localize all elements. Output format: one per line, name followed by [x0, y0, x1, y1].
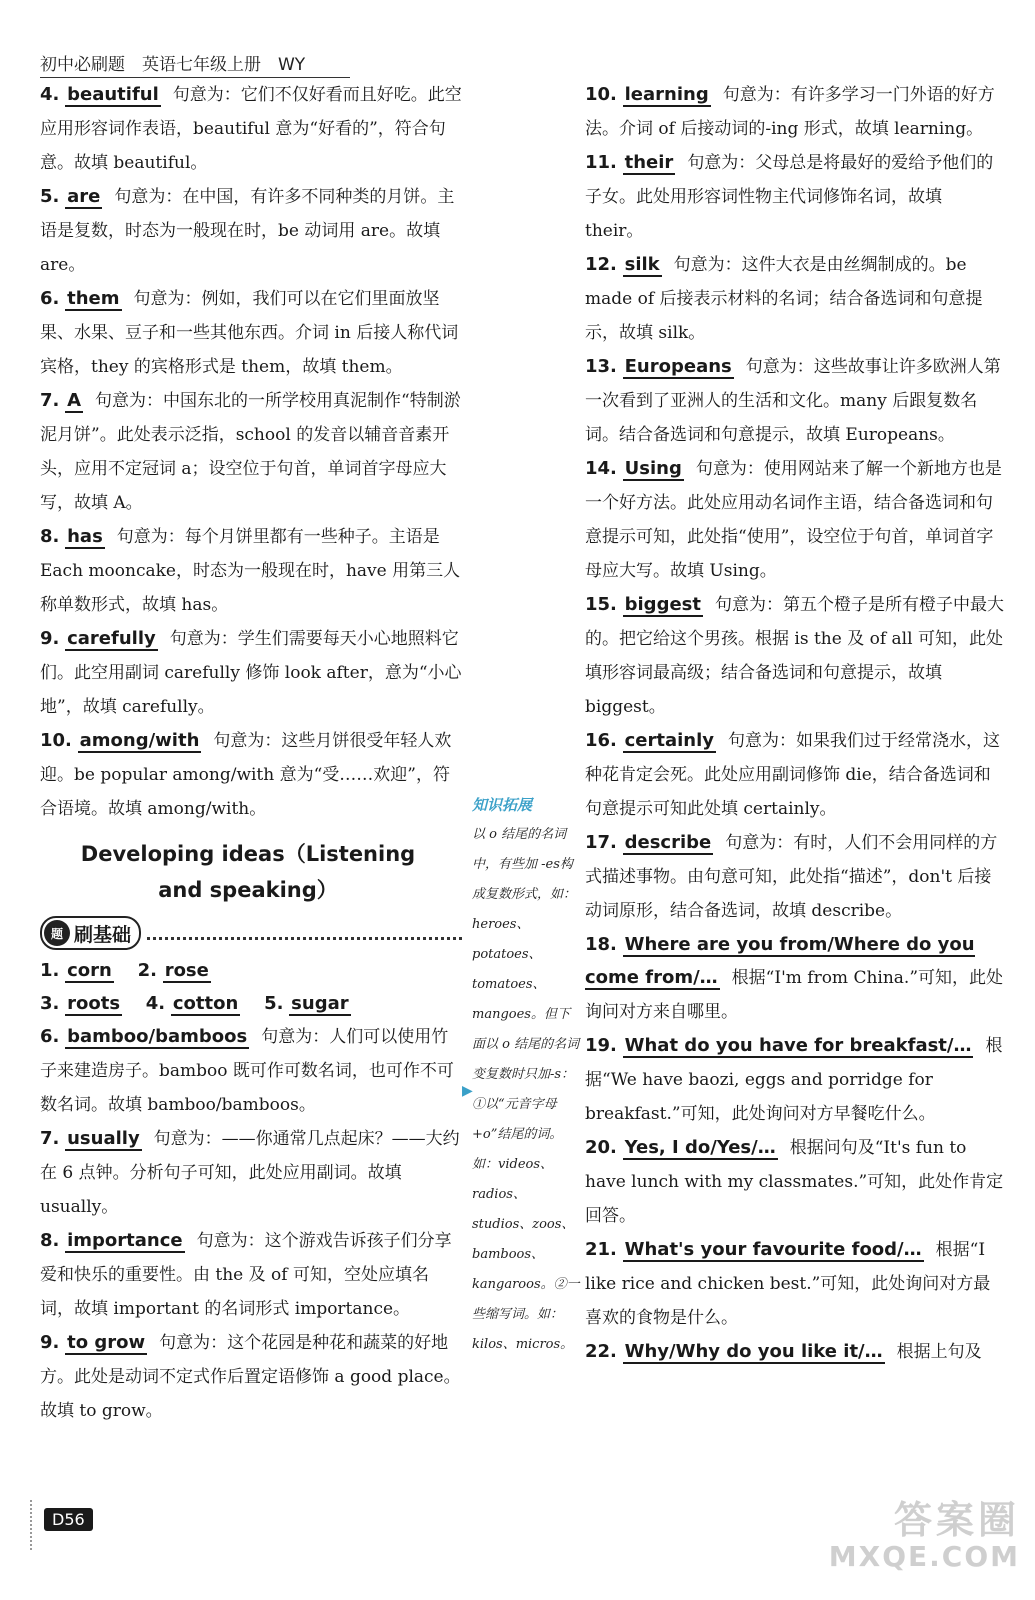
answer-item [585, 452, 1005, 588]
answer-list-right [585, 78, 1005, 1369]
answer: certainly [624, 730, 715, 751]
item-number: 8. [40, 526, 60, 547]
section-title-line-1: Developing ideas（Listening [80, 842, 416, 866]
item-number: 6. [40, 288, 60, 309]
explanation: 句意为：人们可以使用竹子来建造房子。bamboo 既可作可数名词，也可作不可数名词。故填 bamboo/bamboos。 [40, 1027, 454, 1115]
explanation: 句意为：每个月饼里都有一些种子。主语是 Each mooncake，时态为一般现在时，have 用第三人称单数形式，故填 has。 [40, 527, 461, 615]
triangle-pointer-icon: ▶ [462, 1083, 473, 1099]
answer-item [40, 1224, 462, 1326]
explanation: 句意为：这些故事让许多欧洲人第一次看到了亚洲人的生活和文化。many 后跟复数名词。结合备选词和句意提示，故填 Europeans。 [585, 357, 1001, 445]
explanation: 句意为：这些月饼很受年轻人欢迎。be popular among/with 意为“受……欢迎”，符合语境。故填 among/with。 [40, 731, 452, 819]
explanation: 根据“We have baozi, eggs and porridge for breakfast.”可知，此处询问对方早餐吃什么。 [585, 1036, 1003, 1124]
explanation: 句意为：例如，我们可以在它们里面放坚果、水果、豆子和一些其他东西。介词 in 后接人称代词宾格，they 的宾格形式是 them，故填 them。 [40, 289, 459, 377]
item-number: 9. [40, 628, 60, 649]
short-answers-row-2 [40, 987, 462, 1020]
answer: Why/Why do you like it/… [624, 1341, 883, 1362]
answer-item [40, 282, 462, 384]
answer: Europeans [624, 356, 732, 377]
right-column [585, 78, 1005, 1369]
answer-item [40, 520, 462, 622]
page-header: 初中必刷题 英语七年级上册 WY [40, 50, 350, 78]
item-number: 19. [585, 1035, 617, 1056]
item-number: 5. [264, 993, 284, 1014]
pen-icon: 题 [44, 920, 70, 946]
knowledge-sidebar [462, 790, 582, 1360]
item-number: 7. [40, 1128, 60, 1149]
answer: their [624, 152, 674, 173]
explanation: 句意为：在中国，有许多不同种类的月饼。主语是复数，时态为一般现在时，be 动词用 are。故填 are。 [40, 187, 455, 275]
answer-item [585, 78, 1005, 146]
answer: usually [67, 1128, 140, 1149]
sidebar-text: 以 o 结尾的名词中，有些加 -es构成复数形式，如：heroes、potatoes、tomatoes、mangoes。但下面以 o 结尾的名词变复数时只加-s：①以“元音字母+o”结尾的词。如：videos、radios、studios、zoos、bamboos、kangaroos。②一些缩写词。如：kilos、micros。 [472, 827, 580, 1352]
item-number: 8. [40, 1230, 60, 1251]
answer: rose [164, 960, 209, 981]
answer-item [40, 78, 462, 180]
answer: cotton [172, 993, 239, 1014]
answer-list-top [40, 78, 462, 826]
item-number: 16. [585, 730, 617, 751]
sidebar-title: 知识拓展 [472, 796, 533, 814]
explanation: 句意为：使用网站来了解一个新地方也是一个好方法。此处应用动名词作主语，结合备选词和句意提示可知，此处指“使用”，设空位于句首，单词首字母应大写。故填 Using。 [585, 459, 1002, 581]
watermark-logo-text: 答案圈 [893, 1498, 1020, 1542]
answer: sugar [291, 993, 349, 1014]
answer-item [40, 180, 462, 282]
item-number: 17. [585, 832, 617, 853]
answer-item [585, 1233, 1005, 1335]
answer: them [67, 288, 120, 309]
item-number: 12. [585, 254, 617, 275]
item-number: 10. [40, 730, 72, 751]
item-number: 14. [585, 458, 617, 479]
answer: Where are you from/Where do you come from/… [585, 934, 975, 988]
answer-item [40, 1326, 462, 1428]
explanation: 句意为：它们不仅好看而且好吃。此空应用形容词作表语，beautiful 意为“好看的”，符合句意。故填 beautiful。 [40, 85, 462, 173]
answer: among/with [79, 730, 200, 751]
item-number: 6. [40, 1026, 60, 1047]
answer-item [585, 588, 1005, 724]
explanation: 句意为：有时，人们不会用同样的方式描述事物。由句意可知，此处指“描述”，don't 后接动词原形，结合备选词，故填 describe。 [585, 833, 998, 921]
answer: bamboo/bamboos [67, 1026, 248, 1047]
answer-item [40, 1020, 462, 1122]
answer-item [585, 1335, 1005, 1369]
answer: describe [624, 832, 712, 853]
answer: has [67, 526, 103, 547]
badge-label: 刷基础 [74, 923, 132, 946]
item-number: 11. [585, 152, 617, 173]
margin-dots [30, 1500, 32, 1550]
section-badge-row [40, 916, 462, 950]
answer-item [40, 724, 462, 826]
answer: beautiful [67, 84, 159, 105]
explanation: 句意为：父母总是将最好的爱给予他们的子女。此处用形容词性物主代词修饰名词，故填 their。 [585, 153, 994, 241]
explanation: 句意为：中国东北的一所学校用真泥制作“特制淤泥月饼”。此处表示泛指，school 的发音以辅音音素开头，应用不定冠词 a；设空位于句首，单词首字母应大写，故填 A。 [40, 391, 461, 513]
item-number: 10. [585, 84, 617, 105]
item-number: 9. [40, 1332, 60, 1353]
answer: to grow [67, 1332, 146, 1353]
answer-item [40, 1122, 462, 1224]
answer-item [40, 622, 462, 724]
item-number: 5. [40, 186, 60, 207]
explanation: 根据上句及 [896, 1342, 982, 1362]
watermark [820, 1498, 1020, 1572]
item-number: 20. [585, 1137, 617, 1158]
basic-practice-badge [40, 916, 141, 950]
answer: carefully [67, 628, 156, 649]
item-number: 21. [585, 1239, 617, 1260]
answer: are [67, 186, 101, 207]
item-number: 22. [585, 1341, 617, 1362]
answer-item [585, 350, 1005, 452]
item-number: 13. [585, 356, 617, 377]
item-number: 1. [40, 960, 60, 981]
answer-item [40, 384, 462, 520]
answer-item [585, 1131, 1005, 1233]
answer: What's your favourite food/… [624, 1239, 922, 1260]
explanation: 根据“I like rice and chicken best.”可知，此处询问对方最喜欢的食物是什么。 [585, 1240, 991, 1328]
page-number: D56 [44, 1508, 93, 1531]
answer: What do you have for breakfast/… [624, 1035, 972, 1056]
watermark-url: MXQE.COM [828, 1540, 1020, 1573]
answer: importance [67, 1230, 183, 1251]
item-number: 15. [585, 594, 617, 615]
item-number: 7. [40, 390, 60, 411]
answer: biggest [624, 594, 701, 615]
left-column [40, 78, 462, 1428]
explanation: 句意为：这件大衣是由丝绸制成的。be made of 后接表示材料的名词；结合备选词和句意提示，故填 silk。 [585, 255, 983, 343]
section-title [40, 836, 462, 908]
answer-item [585, 248, 1005, 350]
answer: corn [67, 960, 112, 981]
explanation: 句意为：学生们需要每天小心地照料它们。此空用副词 carefully 修饰 look after，意为“小心地”，故填 carefully。 [40, 629, 462, 717]
answer-item [585, 724, 1005, 826]
item-number: 2. [137, 960, 157, 981]
explanation: 根据“I'm from China.”可知，此处询问对方来自哪里。 [585, 968, 1004, 1022]
explanation: 句意为：这个花园是种花和蔬菜的好地方。此处是动词不定式作后置定语修饰 a good place。故填 to grow。 [40, 1333, 461, 1421]
item-number: 3. [40, 993, 60, 1014]
answer-item [585, 146, 1005, 248]
explanation: 句意为：——你通常几点起床？——大约在 6 点钟。分析句子可知，此处应用副词。故填 usually。 [40, 1129, 460, 1217]
item-number: 4. [145, 993, 166, 1014]
answer: A [67, 390, 82, 411]
explanation: 句意为：第五个橙子是所有橙子中最大的。把它给这个男孩。根据 is the 及 of all 可知，此处填形容词最高级；结合备选词和句意提示，故填 biggest。 [585, 595, 1004, 717]
answer-item [585, 1029, 1005, 1131]
answer-list-bottom [40, 1020, 462, 1428]
answer-item [585, 826, 1005, 928]
answer: Yes, I do/Yes/… [624, 1137, 776, 1158]
answer: silk [624, 254, 660, 275]
item-number: 18. [585, 934, 617, 955]
item-number: 4. [40, 84, 60, 105]
explanation: 句意为：有许多学习一门外语的好方法。介词 of 后接动词的-ing 形式，故填 learning。 [585, 85, 995, 139]
explanation: 根据问句及“It's fun to have lunch with my classmates.”可知，此处作肯定回答。 [585, 1138, 1004, 1226]
dotted-divider [147, 937, 462, 940]
answer: Using [624, 458, 682, 479]
section-title-line-2: and speaking） [158, 878, 338, 902]
short-answers-row-1 [40, 954, 462, 987]
explanation: 句意为：这个游戏告诉孩子们分享爱和快乐的重要性。由 the 及 of 可知，空处应填名词，故填 important 的名词形式 importance。 [40, 1231, 452, 1319]
answer-item [585, 928, 1005, 1029]
answer: roots [67, 993, 121, 1014]
answer: learning [624, 84, 709, 105]
explanation: 句意为：如果我们过于经常浇水，这种花肯定会死。此处应用副词修饰 die，结合备选词和句意提示可知此处填 certainly。 [585, 731, 1001, 819]
